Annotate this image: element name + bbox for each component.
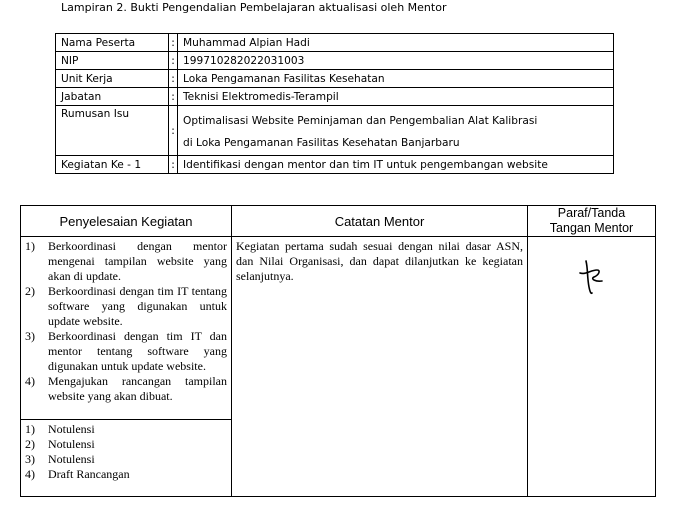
header-completion: Penyelesaian Kegiatan [21,206,232,237]
identity-label: Nama Peserta [56,34,169,52]
identity-separator: : [169,156,178,174]
issue-line-1: Optimalisasi Website Peminjaman dan Pengembalian Alat Kalibrasi [183,114,538,127]
completion-steps-list [25,239,227,404]
activity-table [20,205,656,497]
identity-value: 199710282022031003 [178,52,614,70]
list-item: 3) Berkoordinasi dengan tim IT dan mentor tentang software yang digunakan untuk update website. [25,329,227,373]
participant-identity-table [55,33,614,174]
header-mentor-notes: Catatan Mentor [232,206,528,237]
identity-separator: : [169,34,178,52]
list-item: 2) Berkoordinasi dengan tim IT tentang software yang digunakan untuk update website. [25,284,227,328]
identity-value: Identifikasi dengan mentor dan tim IT untuk pengembangan website [178,156,614,174]
identity-separator: : [169,88,178,106]
list-item: 2) Notulensi [25,437,95,451]
list-item: 1) Notulensi [25,422,95,436]
identity-row-activity [56,156,614,174]
identity-separator: : [169,70,178,88]
identity-label: Unit Kerja [56,70,169,88]
mentor-note-cell: Kegiatan pertama sudah sesuai dengan nilai dasar ASN, dan Nilai Organisasi, dan dapat dilanjutkan ke kegiatan selanjutnya. [232,237,528,497]
identity-row-name [56,34,614,52]
identity-value: Muhammad Alpian Hadi [178,34,614,52]
header-signature-line-1: Paraf/Tanda [557,206,626,220]
list-item: 3) Notulensi [25,452,95,466]
identity-label: Kegiatan Ke - 1 [56,156,169,174]
header-signature [528,206,656,237]
activity-header-row [21,206,656,237]
identity-separator: : [169,52,178,70]
mentor-signature-cell [528,237,656,497]
list-item: 4) Mengajukan rancangan tampilan website yang akan dibuat. [25,374,227,403]
identity-row-position [56,88,614,106]
identity-label: NIP [56,52,169,70]
header-signature-line-2: Tangan Mentor [549,221,634,235]
identity-row-nip [56,52,614,70]
identity-row-issue [56,106,614,156]
outputs-list [25,422,227,482]
identity-row-unit [56,70,614,88]
identity-value [178,106,614,156]
identity-label: Rumusan Isu [56,106,169,156]
identity-value: Teknisi Elektromedis-Terampil [178,88,614,106]
list-item: 1) Berkoordinasi dengan mentor mengenai tampilan website yang akan di update. [25,239,227,283]
document-title: Lampiran 2. Bukti Pengendalian Pembelajaran aktualisasi oleh Mentor [61,1,447,14]
outputs-cell [21,420,232,497]
signature-mark [577,257,607,297]
list-item: 4) Draft Rancangan [25,467,130,481]
identity-value: Loka Pengamanan Fasilitas Kesehatan [178,70,614,88]
activity-steps-row [21,237,656,420]
identity-separator: : [169,106,178,156]
issue-line-2: di Loka Pengamanan Fasilitas Kesehatan Banjarbaru [183,136,460,149]
identity-label: Jabatan [56,88,169,106]
completion-steps-cell [21,237,232,420]
